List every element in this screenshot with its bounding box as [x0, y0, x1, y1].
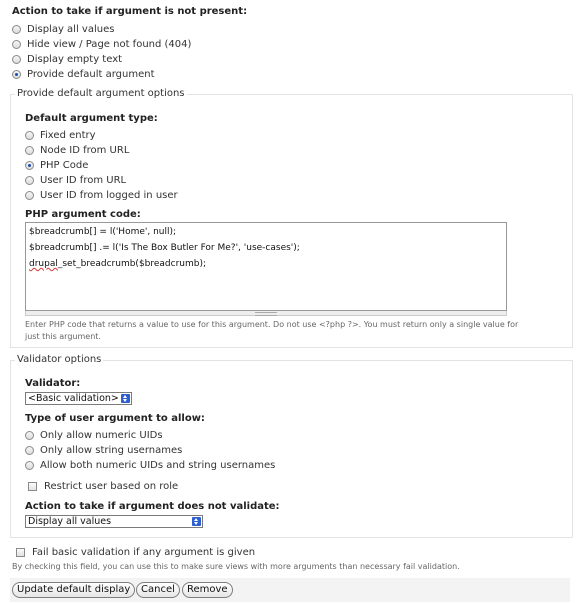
radio-icon[interactable] — [25, 446, 34, 455]
user-argument-type-title: Type of user argument to allow: — [25, 413, 205, 424]
select-arrow-icon[interactable] — [121, 394, 130, 403]
validation-fail-action-title: Action to take if argument does not validate: — [25, 501, 280, 512]
action-not-present-options — [12, 22, 191, 82]
validator-select-value: <Basic validation> — [28, 393, 119, 404]
radio-user-id-logged-in[interactable] — [25, 188, 178, 203]
php-argument-code-textarea[interactable] — [25, 222, 507, 311]
fail-basic-validation-description: By checking this field, you can use this to make sure views with more arguments than necessary fail validation. — [12, 562, 460, 571]
fail-basic-validation-checkbox-row[interactable] — [16, 545, 255, 560]
default-argument-legend: Provide default argument options — [17, 88, 185, 99]
radio-icon[interactable] — [25, 146, 34, 155]
radio-fixed-entry[interactable] — [25, 128, 178, 143]
validator-title: Validator: — [25, 378, 81, 389]
action-not-present-title: Action to take if argument is not present: — [12, 6, 248, 17]
radio-icon-selected[interactable] — [25, 161, 34, 170]
radio-icon[interactable] — [12, 25, 21, 34]
validation-fail-action-select[interactable] — [25, 515, 203, 528]
radio-icon[interactable] — [12, 40, 21, 49]
radio-label: Only allow numeric UIDs — [40, 430, 163, 441]
radio-icon[interactable] — [12, 55, 21, 64]
php-code-line-rest: _set_breadcrumb($breadcrumb); — [57, 259, 207, 269]
user-argument-type-options — [25, 428, 275, 473]
select-arrow-icon[interactable] — [192, 517, 201, 526]
radio-label: Display empty text — [27, 54, 123, 65]
php-code-line: $breadcrumb[] .= l('Is The Box Butler For Me?', 'use-cases'); — [29, 243, 300, 253]
radio-string-usernames[interactable] — [25, 443, 275, 458]
radio-user-id-from-url[interactable] — [25, 173, 178, 188]
help-line: just this argument. — [25, 332, 101, 341]
restrict-user-role-label: Restrict user based on role — [44, 481, 179, 492]
radio-label: Only allow string usernames — [40, 445, 183, 456]
update-default-display-button[interactable]: Update default display — [12, 582, 135, 598]
misspelled-word: drupal — [29, 259, 58, 269]
radio-display-all-values[interactable] — [12, 22, 191, 37]
radio-icon-selected[interactable] — [12, 70, 21, 79]
radio-php-code[interactable] — [25, 158, 178, 173]
radio-label: Fixed entry — [40, 130, 96, 141]
radio-icon[interactable] — [25, 431, 34, 440]
default-argument-type-title: Default argument type: — [25, 113, 158, 124]
help-line: Enter PHP code that returns a value to use for this argument. Do not use <?php ?>. You must return only a single value for — [25, 320, 519, 329]
validator-options-legend: Validator options — [17, 354, 102, 365]
cancel-button[interactable]: Cancel — [136, 582, 180, 598]
radio-label: Hide view / Page not found (404) — [27, 39, 192, 50]
radio-label: User ID from URL — [40, 175, 127, 186]
radio-label: Allow both numeric UIDs and string usernames — [40, 460, 276, 471]
remove-button[interactable]: Remove — [182, 582, 233, 598]
radio-label: PHP Code — [40, 160, 89, 171]
validation-fail-action-value: Display all values — [28, 516, 112, 527]
checkbox-icon[interactable] — [28, 482, 37, 491]
validator-select[interactable] — [25, 392, 132, 405]
php-code-line — [29, 256, 503, 272]
radio-icon[interactable] — [25, 191, 34, 200]
radio-node-id-from-url[interactable] — [25, 143, 178, 158]
php-code-help-text — [25, 319, 570, 343]
php-argument-code-title: PHP argument code: — [25, 209, 141, 220]
radio-icon[interactable] — [25, 131, 34, 140]
default-argument-type-options — [25, 128, 178, 203]
radio-both-uids-usernames[interactable] — [25, 458, 275, 473]
restrict-user-role-checkbox-row[interactable] — [28, 479, 178, 494]
php-code-line: $breadcrumb[] = l('Home', null); — [29, 227, 177, 237]
radio-numeric-uids[interactable] — [25, 428, 275, 443]
fail-basic-validation-label: Fail basic validation if any argument is given — [32, 547, 256, 558]
radio-label: Provide default argument — [27, 69, 155, 80]
radio-label: Display all values — [27, 24, 115, 35]
radio-label: Node ID from URL — [40, 145, 130, 156]
radio-hide-view[interactable] — [12, 37, 191, 52]
radio-label: User ID from logged in user — [40, 190, 178, 201]
radio-icon[interactable] — [25, 461, 34, 470]
checkbox-icon[interactable] — [16, 548, 25, 557]
radio-icon[interactable] — [25, 176, 34, 185]
radio-display-empty-text[interactable] — [12, 52, 191, 67]
radio-provide-default-argument[interactable] — [12, 67, 191, 82]
textarea-resize-grip[interactable] — [25, 311, 507, 316]
